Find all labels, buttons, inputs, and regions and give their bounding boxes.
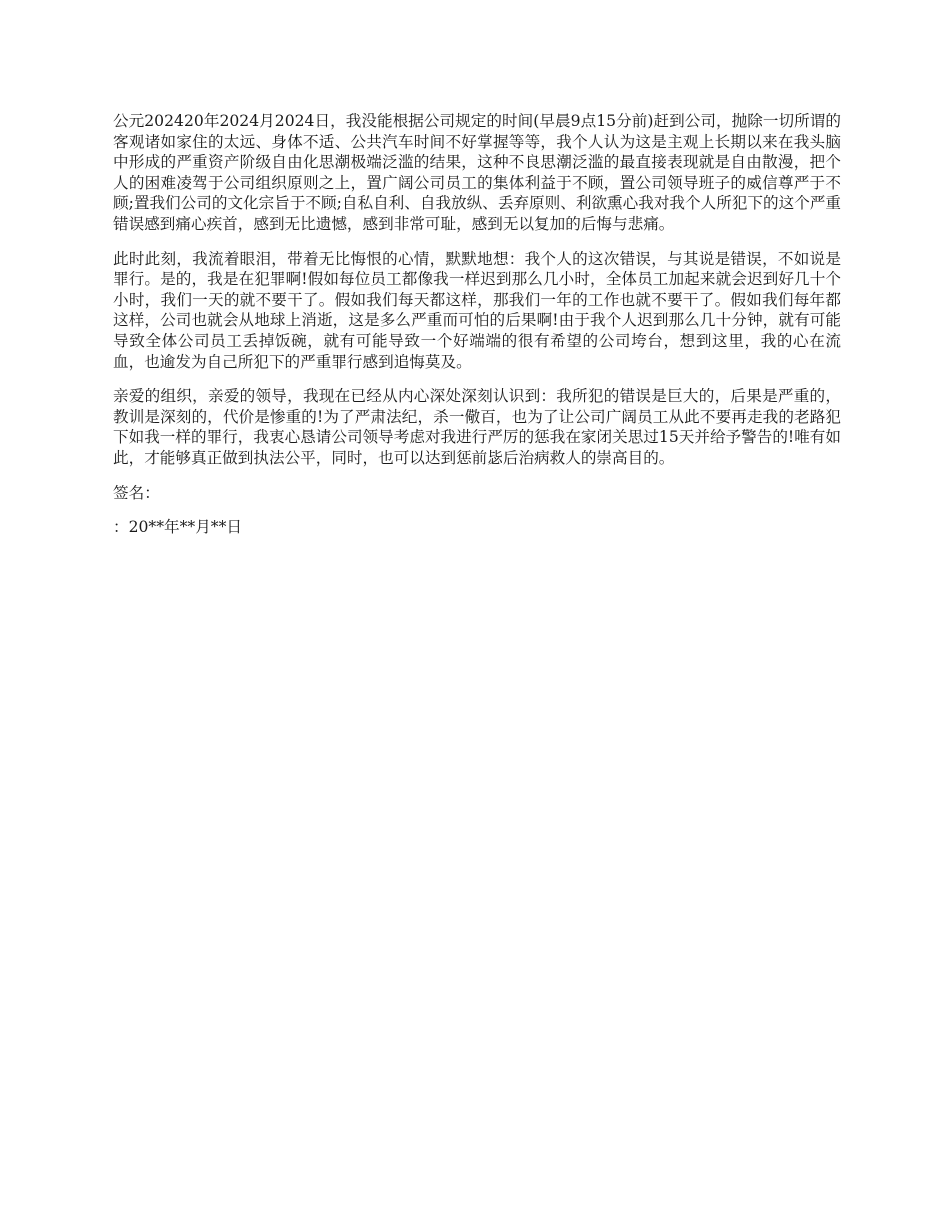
date-line: ：20**年**月**日 <box>113 518 242 537</box>
paragraph-2: 此时此刻，我流着眼泪，带着无比悔恨的心情，默默地想：我个人的这次错误，与其说是错误，不如说是罪行。是的，我是在犯罪啊!假如每位员工都像我一样迟到那么几小时，全体员工加起来就会迟到好几十个小时，我们一天的就不要干了。假如我们每天都这样，那我们一年的工作也就不要干了。假如我们每年都这样，公司也就会从地球上消逝，这是多么严重而可怕的后果啊!由于我个人迟到那么几十分钟，就有可能导致全体公司员工丢掉饭碗，就有可能导致一个好端端的很有希望的公司垮台，想到这里，我的心在流血，也逾发为自己所犯下的严重罪行感到追悔莫及。 <box>113 249 841 371</box>
paragraph-3: 亲爱的组织，亲爱的领导，我现在已经从内心深处深刻认识到：我所犯的错误是巨大的，后果是严重的，教训是深刻的，代价是惨重的!为了严肃法纪，杀一儆百，也为了让公司广阔员工从此不要再走我的老路犯下如我一样的罪行，我衷心恳请公司领导考虑对我进行严厉的惩我在家闭关思过15天并给予警告的!唯有如此，才能够真正做到执法公平，同时，也可以达到惩前毖后治病救人的崇高目的。 <box>113 387 841 467</box>
paragraph-1: 公元202420年2024月2024日，我没能根据公司规定的时间(早晨9点15分前)赶到公司，抛除一切所谓的客观诸如家住的太远、身体不适、公共汽车时间不好掌握等等，我个人认为这是主观上长期以来在我头脑中形成的严重资产阶级自由化思潮极端泛滥的结果，这种不良思潮泛滥的最直接表现就是自由散漫，把个人的困难凌驾于公司组织原则之上，置广阔公司员工的集体利益于不顾，置公司领导班子的威信尊严于不顾;置我们公司的文化宗旨于不顾;自私自利、自我放纵、丢弃原则、利欲熏心我对我个人所犯下的这个严重错误感到痛心疾首，感到无比遗憾，感到非常可耻，感到无以复加的后悔与悲痛。 <box>113 112 841 233</box>
document-body <box>113 111 841 538</box>
signature-label: 签名： <box>113 483 160 502</box>
